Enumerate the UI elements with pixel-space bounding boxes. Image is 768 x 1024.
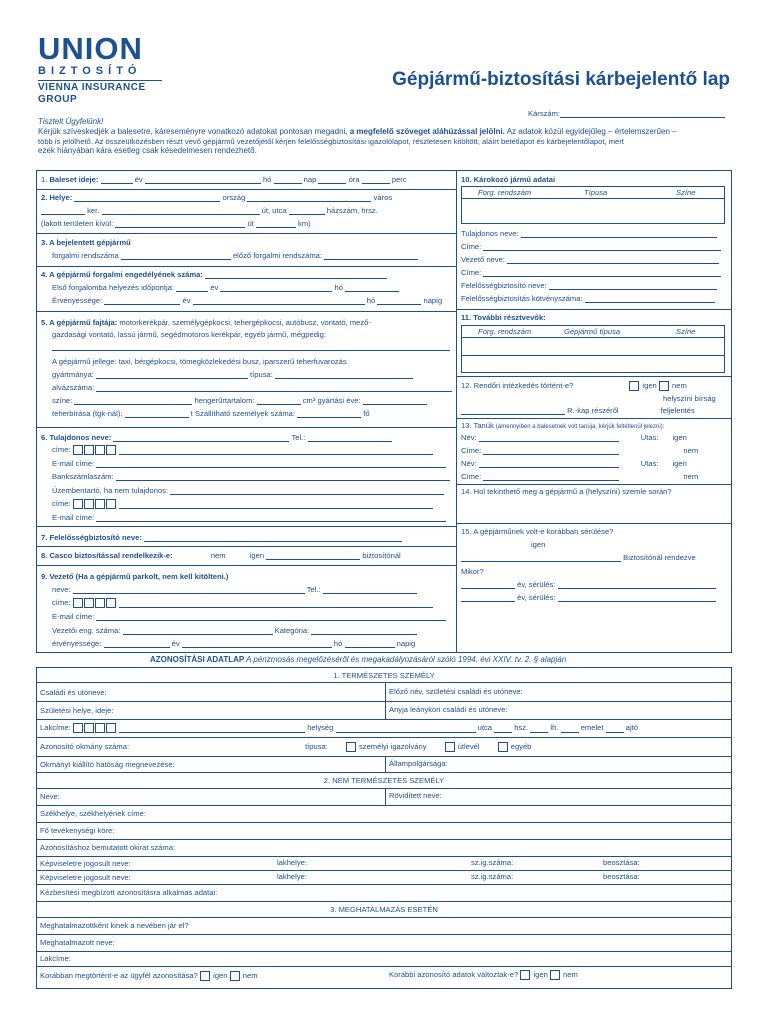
nem-checkbox[interactable]	[230, 971, 240, 981]
s9-licence[interactable]	[52, 626, 417, 635]
zip-box[interactable]	[73, 499, 83, 509]
s13-small: (amennyiben a balesetnek volt tanúja, kérjük feltétlenül jelezni):	[495, 424, 665, 430]
zip-box[interactable]	[95, 499, 105, 509]
s12-label: 12. Rendőri intézkedés történt-e?	[461, 381, 574, 390]
s6-email2: E-mail címe:	[52, 513, 95, 522]
nem-checkbox[interactable]	[550, 970, 560, 980]
s1-num: 1.	[41, 175, 50, 184]
row-address[interactable]	[37, 719, 731, 737]
egyeb-checkbox[interactable]	[498, 742, 508, 752]
mneve-label: Meghatalmazott neve:	[40, 938, 115, 947]
s6-owner[interactable]	[41, 433, 392, 442]
fotev-label: Fő tevékenységi köre:	[40, 826, 115, 835]
s3-forg: forgalmi rendszáma	[52, 251, 119, 260]
utlevel-label: útlevél	[457, 742, 480, 751]
szig-checkbox[interactable]	[346, 742, 356, 752]
korab2-igen: igen	[533, 970, 548, 979]
s2-orszag: ország	[222, 193, 246, 202]
s1-label: Baleset ideje:	[49, 175, 99, 184]
s3-bold: 3. A bejelentett gépjármű	[41, 238, 131, 247]
s5-t: t	[190, 409, 193, 418]
s3-plates[interactable]	[52, 251, 418, 260]
elozo-label[interactable]: Előző név, születési családi és utóneve:	[389, 687, 523, 696]
s13-addr1[interactable]	[461, 446, 698, 455]
zip-box[interactable]	[84, 598, 94, 608]
s9-ev: év	[171, 639, 180, 648]
s9-address[interactable]	[52, 598, 433, 608]
s4-validity[interactable]	[52, 296, 442, 305]
s8-bizt: biztosítónál	[362, 551, 401, 560]
utlevel-checkbox[interactable]	[445, 742, 455, 752]
s5-szall: Szállítható személyek száma:	[194, 409, 296, 418]
s5-szine: színe:	[52, 396, 73, 405]
s6-cime2: címe:	[52, 499, 71, 508]
s10-col2: Típusa	[584, 188, 608, 197]
s5-type-line2[interactable]	[52, 330, 326, 339]
row-proxy-address[interactable]	[37, 951, 731, 966]
s5-henger: hengerűrtartalom:	[194, 396, 255, 405]
s8-bold: 8. Casco biztosítással rendelkezik-e:	[41, 551, 173, 560]
korab-igen: igen	[213, 971, 228, 980]
s2-label: 2. Helye:	[41, 193, 73, 202]
s1-ho: hó	[262, 175, 272, 184]
lakh1-label: lakhelye:	[277, 858, 307, 867]
zip-box[interactable]	[106, 723, 116, 733]
row-org-name[interactable]	[37, 788, 731, 805]
s4-label[interactable]	[41, 270, 387, 279]
s5-character[interactable]	[52, 357, 347, 366]
korab2-label: Korábbi azonosító adatok változtak-e?	[389, 970, 519, 979]
sec1-header: 1. TERMÉSZETES SZEMÉLY	[333, 671, 435, 680]
s4-ho: hó	[334, 283, 343, 292]
s5-payload[interactable]	[52, 409, 370, 418]
s2-lakott: (lakott területen kívül:	[41, 219, 114, 228]
row-behalf[interactable]	[37, 917, 731, 934]
zip-box[interactable]	[84, 499, 94, 509]
igen-checkbox[interactable]	[629, 381, 639, 391]
s3-elozo: előző forgalmi rendszáma:	[232, 251, 322, 260]
kep1-label: Képviseletre jogosult neve:	[40, 859, 131, 868]
s5-make[interactable]	[52, 370, 413, 379]
s11-label	[461, 313, 546, 322]
s11-col3: Színe	[676, 327, 696, 336]
s9-email-label: E-mail címe:	[52, 612, 95, 621]
s6-bank-label: Bankszámlaszám:	[52, 472, 114, 481]
beo2-label: beosztása:	[603, 872, 640, 881]
zip-box[interactable]	[84, 723, 94, 733]
row-prior-change[interactable]	[389, 970, 578, 980]
emelet-label: emelet	[580, 723, 604, 732]
s5-t2: gazdasági vontató, lassú jármű, segédmotoros kerékpár, egyéb jármű, mégpedig:	[52, 330, 326, 339]
kep2-label: Képviseletre jogosult neve:	[40, 873, 131, 882]
s7-liability[interactable]	[41, 533, 402, 542]
s12-felj: feljelentés	[660, 406, 695, 415]
intro-line1c: Az adatok közül egyidejűleg – értelemszerűen –	[504, 127, 677, 136]
kiall-label: Okmányt kiállító hatóság megnevezése:	[40, 760, 175, 769]
row-proxy-name[interactable]	[37, 934, 731, 951]
logo-biztosito-text: BIZTOSÍTÓ	[38, 65, 142, 77]
neve-label: Neve:	[40, 792, 60, 801]
s13-igen2: igen	[672, 459, 687, 468]
s15-damage[interactable]: 15. A gépjárműnek volt-e korábban sérülése?	[461, 527, 614, 536]
main-form	[36, 170, 732, 653]
s4-napig: napig	[423, 296, 443, 305]
anyja-label[interactable]: Anyja leánykori családi és utóneve:	[389, 705, 508, 714]
igen-checkbox[interactable]	[200, 971, 210, 981]
s10-col1: Forg. rendszám	[478, 188, 532, 197]
s6-operator[interactable]	[52, 486, 444, 495]
row-activity[interactable]	[37, 822, 731, 839]
zip-box[interactable]	[73, 598, 83, 608]
s10-tul: Tulajdonos neve:	[461, 229, 519, 238]
s12-rkap: R.-kap részéről	[567, 406, 619, 415]
s4-bold: 4. A gépjármű forgalmi engedélyének száma:	[41, 270, 203, 279]
page-title: Gépjármű-biztosítási kárbejelentő lap	[392, 69, 730, 90]
s10-policy[interactable]	[461, 294, 715, 303]
s4-ev2: év	[182, 296, 191, 305]
s9-email[interactable]	[52, 612, 446, 621]
s9-veng: Vezetői eng. száma:	[52, 626, 121, 635]
s15-ev2: év, sérülés:	[517, 593, 556, 602]
right-column	[457, 171, 731, 654]
lh-label: lh.	[550, 723, 559, 732]
s5-colour[interactable]	[52, 396, 427, 405]
mlak-label: Lakcíme:	[40, 954, 71, 963]
s10-driver[interactable]	[461, 255, 719, 264]
s1-accident-time[interactable]	[41, 175, 407, 184]
s9-napig: napig	[396, 639, 416, 648]
s10-bold: 10. Károkozó jármű adatai	[461, 175, 556, 184]
s13-addr2[interactable]	[461, 472, 698, 481]
s8-casco[interactable]	[41, 551, 401, 560]
identification-sheet-title	[150, 655, 566, 665]
s13-cime2: Címe:	[461, 472, 482, 481]
nem-checkbox[interactable]	[659, 381, 669, 391]
korab-label: Korábban megtörtént-e az ügyfél azonosítása?	[40, 971, 198, 980]
intro-line1	[38, 127, 734, 137]
zip-box[interactable]	[106, 445, 116, 455]
s12-fine[interactable]: helyszíni bírság	[663, 394, 716, 403]
helyseg-label: helység	[307, 723, 334, 732]
azon-sub: A pénzmosás megelőzéséről és megakadályozásáról szóló 1994. évi XXIV. tv. 2. § alapján	[244, 655, 567, 664]
s13-nem: nem	[683, 446, 699, 455]
intro-line2: több is jelölhető. Az összeütközésben részt vevő gépjármű vezetőjétől kérjen felelősségbiztosítási igazolólapot, részletesen kitöltött, aláírt betétlapot és kárbejelentőlapot, mert	[38, 137, 624, 146]
s13-cime: Címe:	[461, 446, 482, 455]
s15-settled[interactable]	[461, 553, 696, 562]
s10-fel: Felelősségbiztosító neve:	[461, 281, 547, 290]
s6-email-label: E-mail címe:	[52, 459, 95, 468]
s10-vez: Vezető neve:	[461, 255, 505, 264]
row-document[interactable]	[37, 737, 731, 756]
s9-bold: 9. Vezető (Ha a gépjármű parkolt, nem kell kitölteni.)	[41, 572, 229, 581]
s13-nem2: nem	[683, 472, 699, 481]
intro-greeting: Tisztelt Ügyfelünk!	[38, 117, 104, 126]
s5-alvaz: alvázszáma:	[52, 383, 95, 392]
s11-bold: 11. További résztvevők:	[461, 313, 546, 322]
s5-gyart: gyártmánya:	[52, 370, 94, 379]
zip-box[interactable]	[95, 598, 105, 608]
s9-ho: hó	[333, 639, 343, 648]
s13-witnesses	[461, 421, 664, 432]
intro-text	[38, 117, 734, 156]
zip-box[interactable]	[73, 445, 83, 455]
s13-nev: Név:	[461, 433, 477, 442]
intro-line3: ezek hiányában kára esetleg csak késedelmesen rendezhető.	[38, 146, 257, 156]
s13-name1[interactable]	[461, 433, 687, 442]
szig2-label: sz.ig.száma:	[471, 872, 514, 881]
beo1-label: beosztása:	[603, 858, 640, 867]
s2-place[interactable]	[41, 193, 392, 202]
row-prior-id[interactable]	[37, 966, 731, 989]
s6-operator-address[interactable]	[52, 499, 433, 509]
egyeb-label: egyéb	[510, 742, 532, 751]
s12-igen: igen	[642, 381, 657, 390]
s12-report[interactable]	[461, 406, 695, 415]
s10-driver-address[interactable]	[461, 268, 721, 277]
s10-owner-address[interactable]	[461, 242, 721, 251]
sec2-header: 2. NEM TERMÉSZETES SZEMÉLY	[37, 772, 731, 788]
s7-bold: 7. Felelősségbiztosító neve:	[41, 533, 142, 542]
s5-fo: fő	[363, 409, 370, 418]
intro-line1a: Kérjük szíveskedjék a balesetre, káreseményre vonatkozó adatokat pontosan megadni,	[38, 127, 350, 136]
s5-bold: 5. A gépjármű fajtája:	[41, 318, 118, 327]
s2-place-line2[interactable]	[41, 206, 378, 215]
s12-nem: nem	[672, 381, 687, 390]
identification-table	[36, 667, 732, 989]
s11-col1: Forg. rendszám	[478, 327, 532, 336]
s6-tel: Tel.:	[291, 433, 306, 442]
s9-validity[interactable]	[52, 639, 415, 648]
s11-table[interactable]	[461, 325, 725, 373]
s5-gyartev: gyártási éve:	[317, 396, 361, 405]
s6-operator-email[interactable]	[52, 513, 446, 522]
zip-box[interactable]	[84, 445, 94, 455]
korab-nem: nem	[242, 971, 258, 980]
s10-table[interactable]	[461, 186, 725, 224]
s6-address[interactable]	[52, 445, 433, 455]
s15-igen[interactable]: igen	[531, 540, 546, 549]
s4-first-reg[interactable]	[52, 283, 399, 292]
s2-ut2: út	[247, 219, 254, 228]
s5-t3: A gépjármű jellege: taxi, bérgépkocsi, tömegközlekedési busz, iparszerű teherfuvarozás	[52, 357, 347, 366]
zip-box[interactable]	[106, 598, 116, 608]
s9-name[interactable]	[52, 585, 417, 594]
s5-tipusa: típusa:	[250, 370, 273, 379]
rov-label[interactable]: Rövidített neve:	[389, 791, 442, 800]
tipusa-label: típusa:	[305, 742, 328, 751]
logo-vig-text: VIENNA INSURANCE GROUP	[38, 80, 162, 107]
left-column	[37, 171, 456, 654]
igen-checkbox[interactable]	[520, 970, 530, 980]
intro-line1b: a megfelelő szöveget aláhúzással jelölni.	[349, 127, 505, 136]
ajto-label: ajtó	[625, 723, 638, 732]
s2-ut: út, utca	[261, 206, 287, 215]
s5-chassis[interactable]	[52, 383, 452, 392]
s5-cm3: cm³	[302, 396, 316, 405]
s13-name2[interactable]	[461, 459, 687, 468]
sec3-header: 3. MEGHATALMAZÁS ESETÉN	[37, 901, 731, 917]
s15-year2[interactable]	[461, 593, 716, 602]
s5-t1: motorkerékpár, személygépkocsi, tehergépkocsi, autóbusz, vontató, mező-	[117, 318, 371, 327]
row-birth[interactable]	[37, 701, 731, 719]
s1-perc: perc	[391, 175, 407, 184]
s13-utas: Utas:	[640, 433, 659, 442]
azonb-label: Azonosításhoz bemutatott okirat száma:	[40, 843, 176, 852]
utca-label: utca	[477, 723, 492, 732]
row-seat[interactable]	[37, 805, 731, 822]
s1-ev: év	[134, 175, 143, 184]
lakh2-label: lakhelye:	[277, 872, 307, 881]
s15-rend: Biztosítónál rendezve	[623, 553, 696, 562]
s10-owner[interactable]	[461, 229, 717, 238]
lak-label: Lakcíme:	[40, 723, 71, 732]
szekh-label: Székhelye, székhelyének címe:	[40, 809, 146, 818]
s2-km: km)	[298, 219, 311, 228]
zip-box[interactable]	[95, 445, 105, 455]
row-authority[interactable]	[37, 756, 731, 772]
szig1-label: sz.ig.száma:	[471, 858, 514, 867]
zip-box[interactable]	[106, 499, 116, 509]
csal-label: Családi és utóneve:	[40, 688, 107, 697]
karszam-label: Kárszám:	[528, 109, 561, 118]
s4-elso: Első forgalomba helyezés időpontja:	[52, 283, 174, 292]
s8-nem: nem	[210, 551, 226, 560]
s10-cime: Címe:	[461, 242, 482, 251]
s9-neve: neve:	[52, 585, 71, 594]
s11-col2: Gépjármű típusa	[564, 327, 621, 336]
s9-driver	[41, 572, 228, 581]
s10-fkot: Felelősségbiztosítás kötvényszáma:	[461, 294, 583, 303]
s2-ker: ker.	[87, 206, 100, 215]
s6-email[interactable]	[52, 459, 446, 468]
s6-bank[interactable]	[52, 472, 450, 481]
s13-label: 13. Tanúk	[461, 421, 494, 430]
s9-tel: Tel.:	[306, 585, 321, 594]
row-name[interactable]	[37, 682, 731, 701]
kezb-label: Kézbesítési megbízott azonosításra alkalmas adatai:	[40, 888, 218, 897]
s1-ora: óra	[348, 175, 360, 184]
s15-year1[interactable]	[461, 580, 716, 589]
s8-igen: igen	[249, 551, 265, 560]
zip-box[interactable]	[73, 723, 83, 733]
s9-kat: Kategória:	[274, 626, 310, 635]
korab2-nem: nem	[563, 970, 578, 979]
allam-label[interactable]: Állampolgársága:	[389, 759, 448, 768]
s5-type-line3[interactable]	[52, 342, 450, 351]
szig-label: személyi igazolvány	[358, 742, 427, 751]
s4-erv: Érvényessége:	[52, 296, 103, 305]
company-logo	[38, 33, 162, 107]
s15-ev: év, sérülés:	[517, 580, 556, 589]
s2-place-line3[interactable]	[41, 219, 311, 228]
s14-inspection[interactable]: 14. Hol tekinthető meg a gépjármű a (helyszíni) szemle során?	[461, 487, 672, 496]
s10-cime2: Címe:	[461, 268, 482, 277]
s6-uzem: Üzembentartó, ha nem tulajdonos:	[52, 486, 169, 495]
s9-erv: érvényessége:	[52, 639, 102, 648]
s3-label	[41, 238, 131, 247]
s10-col3: Színe	[676, 188, 696, 197]
azon-title: AZONOSÍTÁSI ADATLAP	[150, 655, 245, 664]
s5-type[interactable]	[41, 318, 371, 327]
s2-hazszam: házszám, hrsz.	[326, 206, 378, 215]
s6-bold: 6. Tulajdonos neve:	[41, 433, 112, 442]
s9-cime: címe:	[52, 598, 71, 607]
s10-label	[461, 175, 555, 184]
s12-police[interactable]	[461, 381, 687, 391]
s4-ho2: hó	[366, 296, 376, 305]
s13-nev2: Név:	[461, 459, 477, 468]
s10-insurer[interactable]	[461, 281, 717, 290]
okm-label: Azonosító okmány száma:	[40, 742, 130, 751]
s13-igen: igen	[672, 433, 687, 442]
s6-cime: címe:	[52, 445, 71, 454]
row-delivery[interactable]	[37, 884, 731, 901]
s5-teher: teherbírása (tgk-nál):	[52, 409, 123, 418]
s4-ev: év	[210, 283, 219, 292]
s15-when: Mikor?	[461, 567, 484, 576]
logo-union-text: UNION	[38, 31, 143, 66]
row-doc-number[interactable]	[37, 839, 731, 856]
zip-box[interactable]	[95, 723, 105, 733]
megh-label: Meghatalmazottként kinek a nevében jár el?	[40, 921, 189, 930]
szul-label: Születési helye, ideje:	[40, 706, 114, 715]
s1-nap: nap	[303, 175, 317, 184]
s2-varos: város	[373, 193, 393, 202]
hsz-label: hsz.	[514, 723, 529, 732]
s13-utas2: Utas:	[640, 459, 659, 468]
